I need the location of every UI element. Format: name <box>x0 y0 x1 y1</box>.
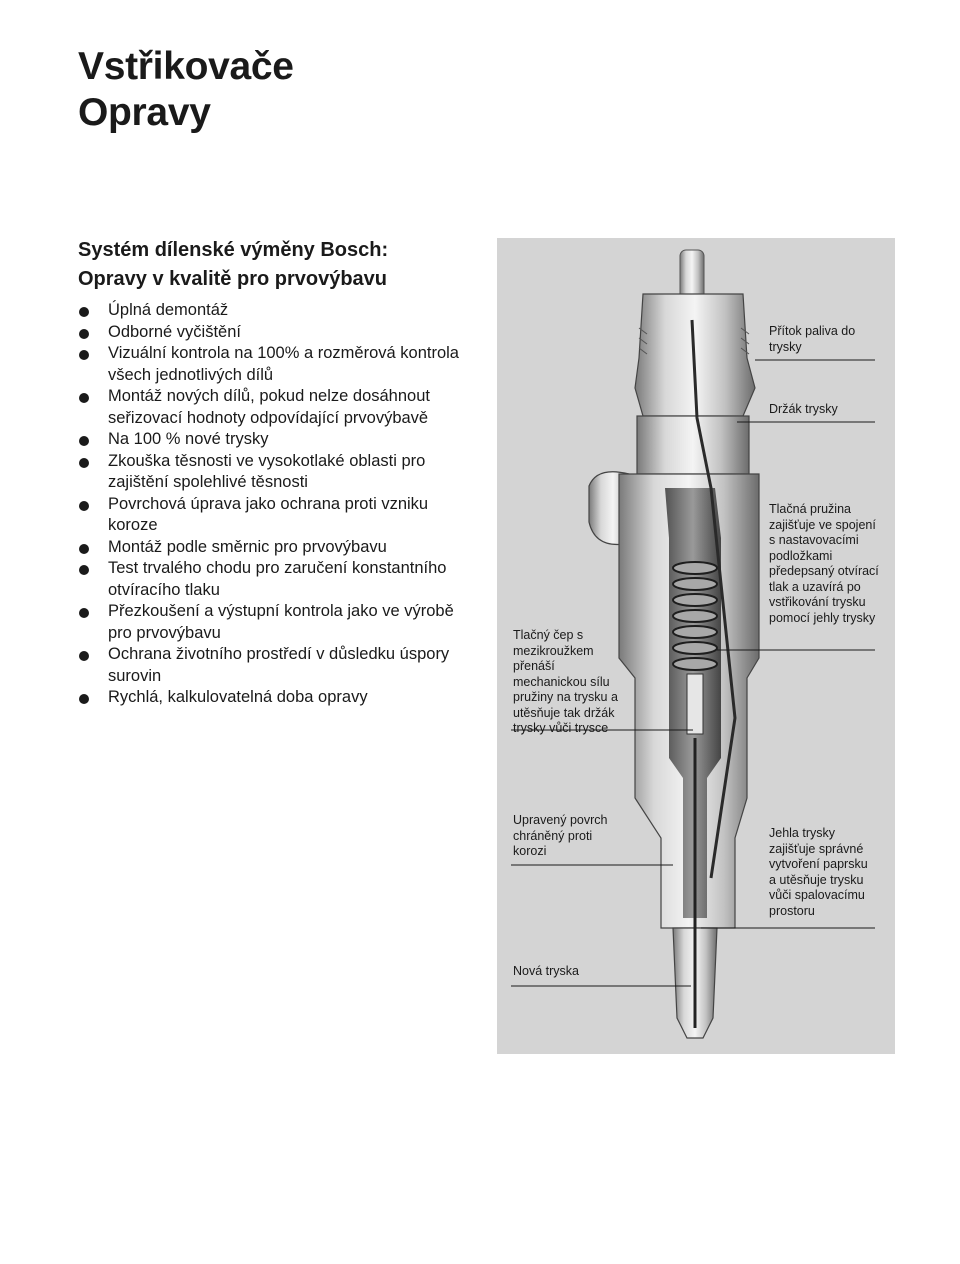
section-subtitle <box>78 236 388 294</box>
subtitle-line-2: Opravy v kvalitě pro prvovýbavu <box>78 268 388 290</box>
feature-item: Test trvalého chodu pro zaručení konstantního otvíracího tlaku <box>78 558 478 601</box>
feature-item: Na 100 % nové trysky <box>78 429 478 451</box>
page-title <box>78 44 294 136</box>
feature-item: Zkouška těsnosti ve vysokotlaké oblasti pro zajištění spolehlivé těsnosti <box>78 451 478 494</box>
callout-pressure-pin: Tlačný čep s mezikroužkem přenáší mechanickou sílu pružiny na trysku a utěsňuje tak držák trysky vůči trysce <box>513 628 618 735</box>
feature-item: Přezkoušení a výstupní kontrola jako ve výrobě pro prvovýbavu <box>78 601 478 644</box>
feature-item: Ochrana životního prostředí v důsledku úspory surovin <box>78 644 478 687</box>
callout-new-nozzle: Nová tryska <box>513 964 579 978</box>
callout-fuel-inlet: Přítok paliva do trysky <box>769 324 856 354</box>
feature-item: Povrchová úprava jako ochrana proti vzniku koroze <box>78 494 478 537</box>
injector-cutaway-figure <box>497 238 895 1054</box>
feature-list <box>78 300 478 709</box>
callout-nozzle-holder: Držák trysky <box>769 402 838 416</box>
callout-nozzle-needle: Jehla trysky zajišťuje správné vytvoření paprsku a utěsňuje trysku vůči spalovacímu prostoru <box>769 826 868 918</box>
title-line-2: Opravy <box>78 91 211 134</box>
feature-item: Montáž podle směrnic pro prvovýbavu <box>78 537 478 559</box>
title-line-1: Vstřikovače <box>78 45 294 88</box>
feature-item: Úplná demontáž <box>78 300 478 322</box>
callout-compression-spring: Tlačná pružina zajišťuje ve spojení s nastavovacími podložkami předepsaný otvírací tlak a uzavírá po vstřikování trysku pomocí jehly trysky <box>769 502 879 625</box>
feature-item: Rychlá, kalkulovatelná doba opravy <box>78 687 478 709</box>
feature-item: Montáž nových dílů, pokud nelze dosáhnout seřizovací hodnoty odpovídající prvovýbavě <box>78 386 478 429</box>
callout-treated-surface: Upravený povrch chráněný proti korozi <box>513 813 608 858</box>
feature-item: Odborné vyčištění <box>78 322 478 344</box>
subtitle-line-1: Systém dílenské výměny Bosch: <box>78 239 389 261</box>
feature-item: Vizuální kontrola na 100% a rozměrová kontrola všech jednotlivých dílů <box>78 343 478 386</box>
